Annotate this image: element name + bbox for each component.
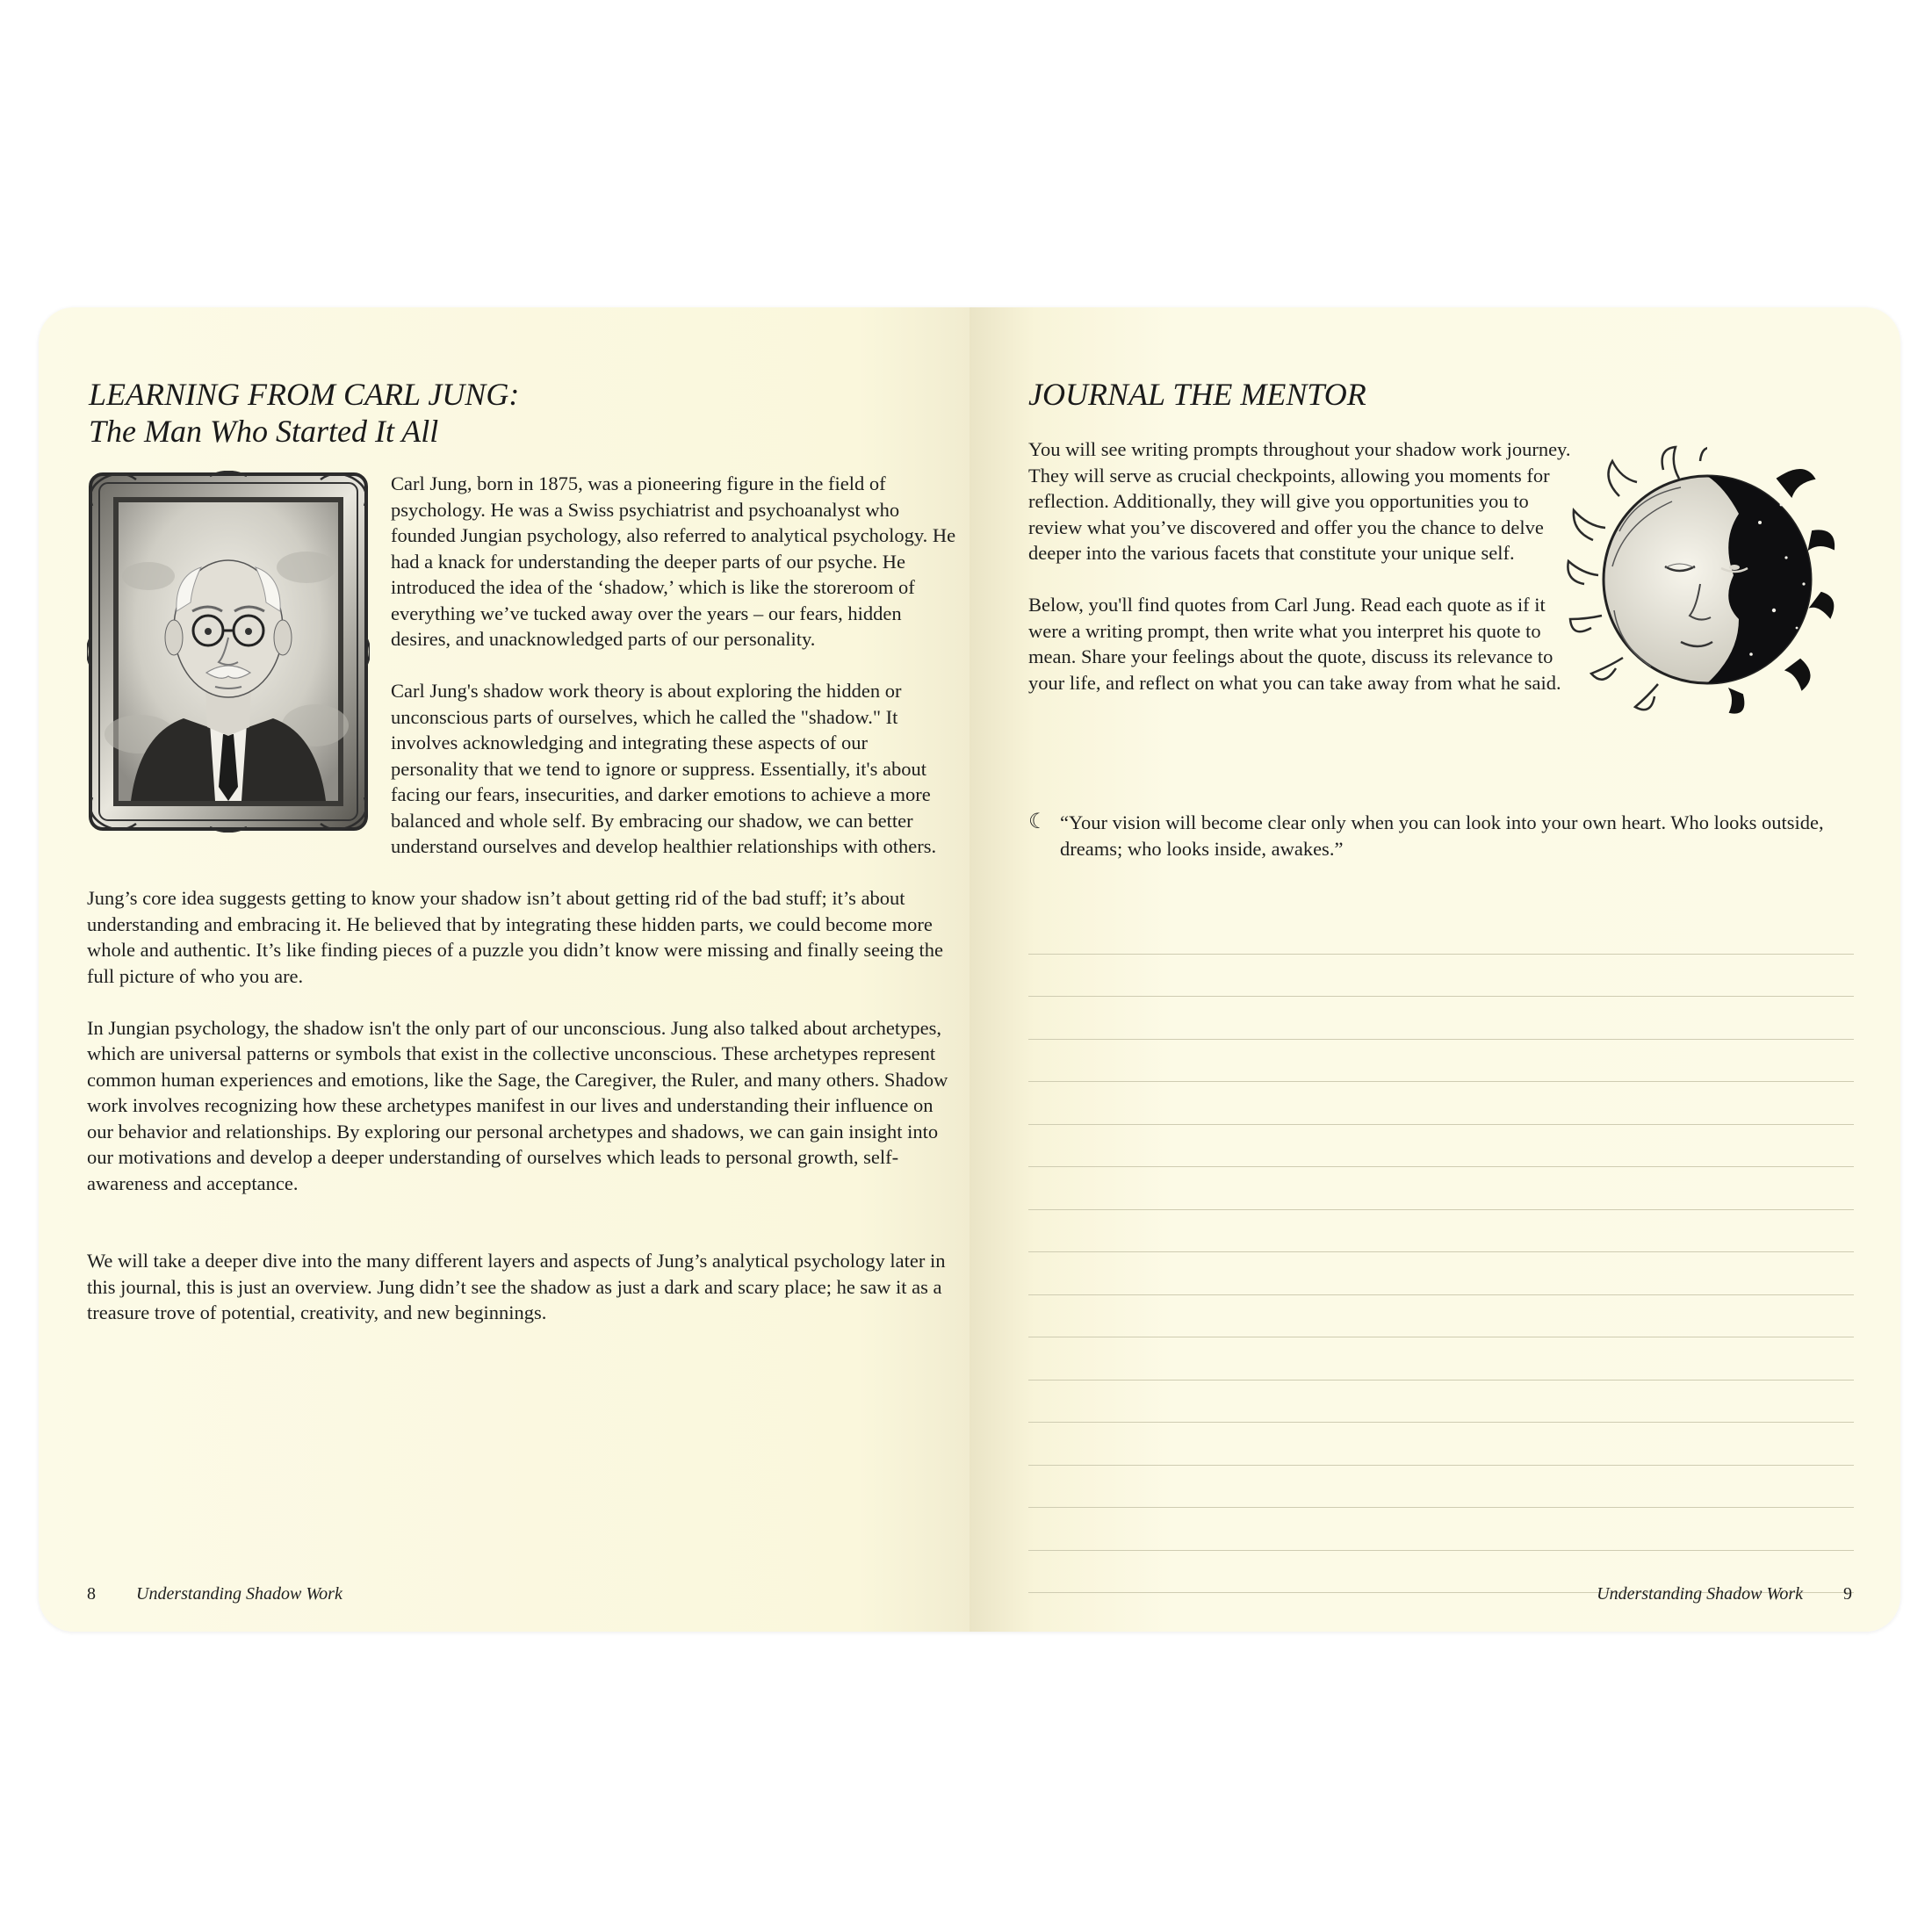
left-paragraph-5: We will take a deeper dive into the many different layers and aspects of Jung’s analytical psychology later in this journal, this is just an overview. Jung didn’t see the shadow as just a dark and scary place; he saw it as a treasure trove of potential, creativity, and new beginnings. [87, 1250, 946, 1323]
writing-line[interactable] [1028, 1295, 1854, 1338]
page-number: 9 [1843, 1584, 1852, 1604]
writing-line[interactable] [1028, 1125, 1854, 1168]
writing-line[interactable] [1028, 1423, 1854, 1466]
writing-line[interactable] [1028, 912, 1854, 955]
left-page-heading [89, 376, 519, 450]
left-page [39, 307, 970, 1632]
crescent-moon-icon: ☾ [1028, 811, 1048, 833]
writing-line[interactable] [1028, 1508, 1854, 1551]
right-page-footer [1597, 1584, 1852, 1604]
heading-line-1: LEARNING FROM CARL JUNG: [89, 377, 520, 412]
left-paragraph-2: Carl Jung's shadow work theory is about exploring the hidden or unconscious parts of ourselves, which he called the "shadow." It involves acknowledging and integrating these aspects of our personality that we tend to ignore or suppress. Essentially, it's about facing our fears, insecurities, and darker emotions to achieve a more balanced and whole self. By embracing our shadow, we can better understand ourselves and develop healthier relationships with others. [391, 680, 937, 857]
book-spread [39, 307, 1900, 1632]
framed-portrait-illustration-icon [87, 471, 370, 833]
right-intro-text [1028, 436, 1573, 722]
writing-line[interactable] [1028, 1466, 1854, 1509]
left-paragraph-3: Jung’s core idea suggests getting to know your shadow isn’t about getting rid of the bad stuff; it’s about understanding and embracing it. He believed that by integrating these hidden parts, we could become more whole and authentic. It’s like finding pieces of a puzzle you didn’t know were missing and finally seeing the full picture of who you are. [87, 887, 943, 987]
right-page [970, 307, 1900, 1632]
writing-line[interactable] [1028, 1167, 1854, 1210]
heading-line-2: The Man Who Started It All [89, 414, 439, 449]
writing-line[interactable] [1028, 1337, 1854, 1381]
right-paragraph-2: Below, you'll find quotes from Carl Jung. Read each quote as if it were a writing prompt, then write what you interpret his quote to mean. Share your feelings about the quote, discuss its relevance to your life, and reflect on what you can take away from what he said. [1028, 594, 1561, 694]
left-paragraph-4: In Jungian psychology, the shadow isn't the only part of our unconscious. Jung also talked about archetypes, which are universal patterns or symbols that exist in the collective unconscious. These archetypes represent common human experiences and emotions, like the Sage, the Caregiver, the Ruler, and many others. Shadow work involves recognizing how these archetypes manifest in our lives and understanding their influence on our behavior and relationships. By exploring our personal archetypes and shadows, we can gain insight into our motivations and develop a deeper understanding of ourselves which leads to personal growth, self-awareness and acceptance. [87, 1016, 948, 1194]
writing-lines[interactable] [1028, 912, 1854, 1593]
sun-moon-face-icon [1567, 443, 1839, 716]
writing-line[interactable] [1028, 1381, 1854, 1424]
jung-quote [1028, 810, 1854, 861]
running-footer-title: Understanding Shadow Work [1597, 1584, 1803, 1604]
writing-line[interactable] [1028, 997, 1854, 1040]
left-paragraph-1: Carl Jung, born in 1875, was a pioneering figure in the field of psychology. He was a Swiss psychiatrist and psychoanalyst who founded Jungian psychology, also referred to analytical psychology. He had a knack for understanding the deeper parts of our psyche. He introduced the idea of the ‘shadow,’ which is like the storeroom of everything we’ve tucked away over the years – our fears, hidden desires, and unacknowledged parts of our personality. [391, 472, 956, 650]
writing-line[interactable] [1028, 1040, 1854, 1083]
right-page-heading: JOURNAL THE MENTOR [1028, 377, 1366, 412]
left-body-text [87, 471, 956, 1352]
writing-line[interactable] [1028, 1082, 1854, 1125]
sun-moon-illustration [1567, 443, 1839, 716]
left-page-footer [87, 1584, 342, 1604]
writing-line[interactable] [1028, 955, 1854, 998]
writing-line[interactable] [1028, 1252, 1854, 1295]
right-paragraph-1: You will see writing prompts throughout your shadow work journey. They will serve as crucial checkpoints, allowing you moments for reflection. Additionally, they will give you opportunities you to review what you’ve discovered and offer you the chance to delve deeper into the various facets that constitute your unique self. [1028, 438, 1571, 564]
running-footer-title: Understanding Shadow Work [136, 1584, 342, 1604]
writing-line[interactable] [1028, 1210, 1854, 1253]
quote-text: “Your vision will become clear only when you can look into your own heart. Who looks outside, dreams; who looks inside, awakes.” [1060, 811, 1824, 860]
jung-portrait-image [87, 471, 370, 840]
page-number: 8 [87, 1584, 96, 1604]
